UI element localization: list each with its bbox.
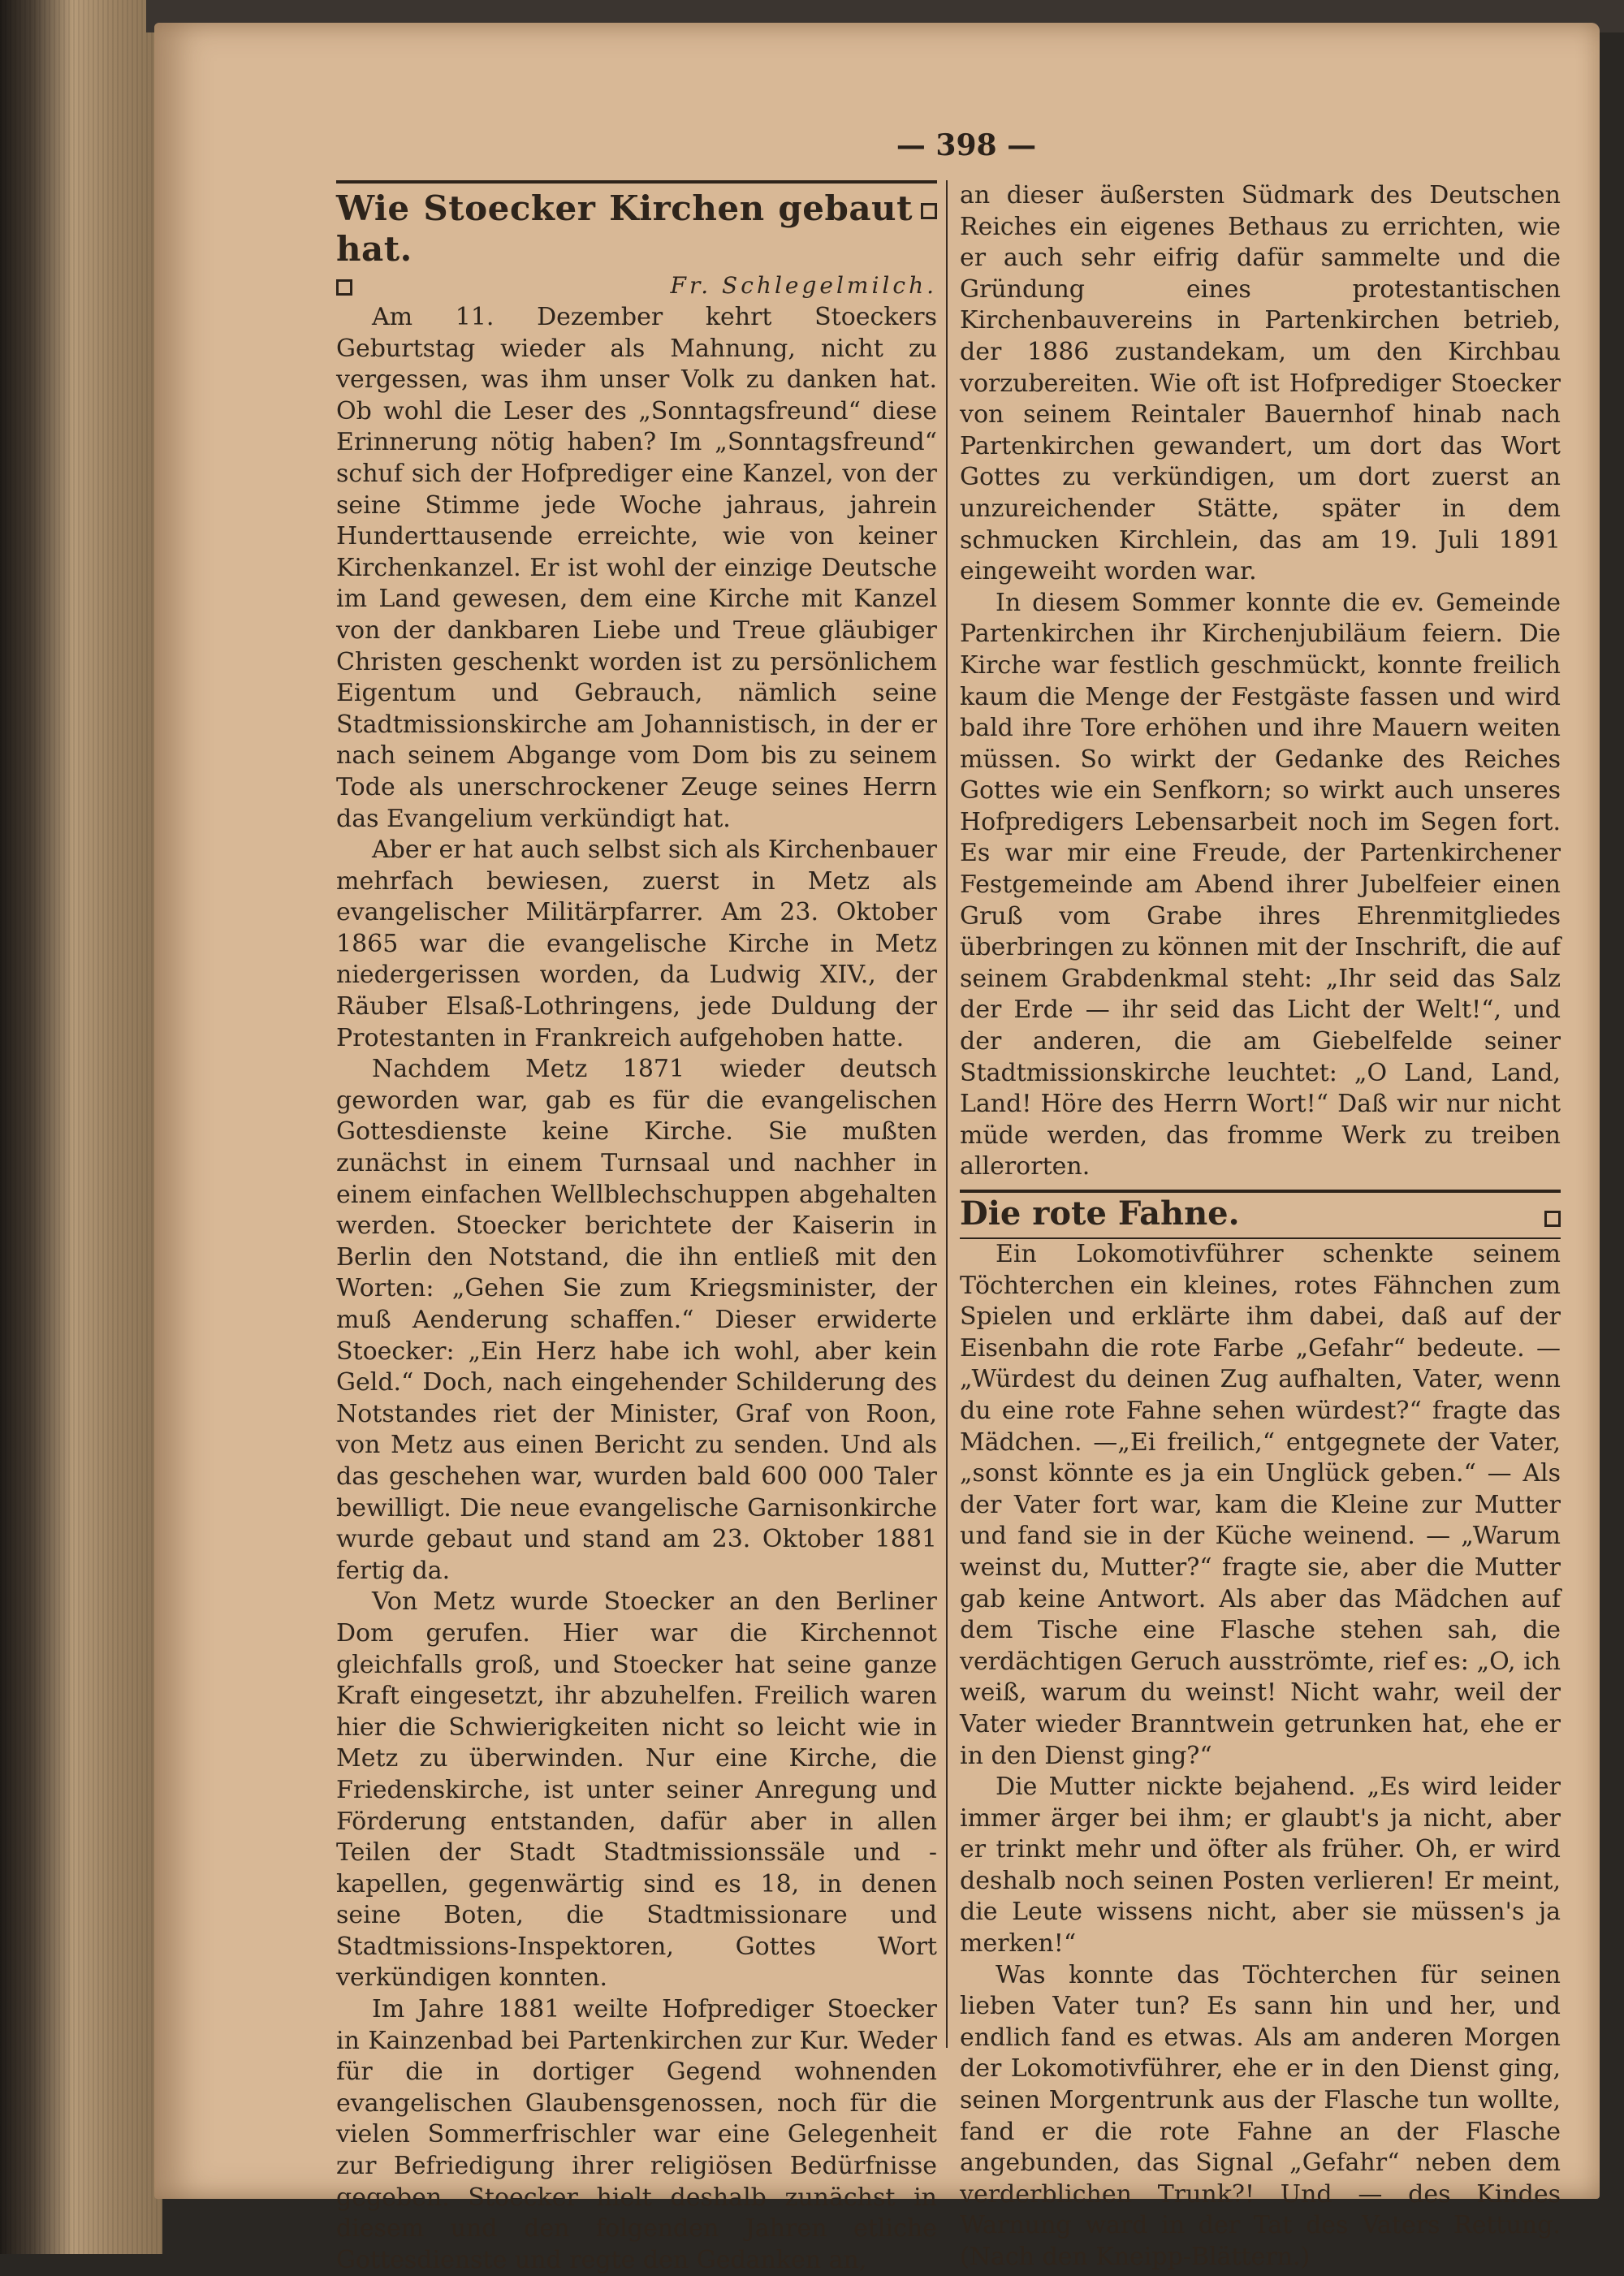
- byline-row: [336, 270, 937, 302]
- article-title: [336, 188, 937, 270]
- paragraph: Ein Lokomotivführer schenkte seinem Töchterchen ein kleines, rotes Fähnchen zum Spielen und erklärte ihm dabei, daß auf der Eisenbahn die rote Farbe „Gefahr“ bedeute. — „Würdest du deinen Zug aufhalten, Vater, wenn du eine rote Fahne sehen würdest?“ fragte das Mädchen. —„Ei freilich,“ entgegnete der Vater, „sonst könnte es ja ein Unglück geben.“ — Als der Vater fort war, kam die Kleine zur Mutter und fand sie in der Küche weinend. — „Warum weinst du, Mutter?“ fragte sie, aber die Mutter gab keine Antwort. Als aber das Mädchen auf dem Tische eine Flasche stehen sah, die verdächtigen Geruch ausströmte, rief es: „O, ich weiß, warum du weinst! Nicht wahr, weil der Vater wieder Branntwein getrunken hat, ehe er in den Dienst ging?“: [960, 1240, 1561, 1770]
- right-column: [960, 180, 1561, 2274]
- paragraph: Was konnte das Töchterchen für seinen lieben Vater tun? Es sann hin und her, und endlich fand es etwas. Als am anderen Morgen der Lokomotivführer, ehe er in den Dienst ging, seinen Morgentrunk aus der Flasche tun wollte, fand er die rote Fahne an der Flasche angebunden, das Signal „Gefahr“ neben dem verderblichen Trunk?! Und — des Kindes Warnung ward in der Tat des Vaters Rettung. (Nach den Kneipp-Blättern.): [960, 1960, 1561, 2271]
- article-title-text: Wie Stoecker Kirchen gebaut hat.: [336, 188, 913, 269]
- square-ornament-icon: [336, 279, 352, 296]
- top-rule: [336, 180, 937, 184]
- paragraph: Aber er hat auch selbst sich als Kirchenbauer mehrfach bewiesen, zuerst in Metz als evangelischer Militärpfarrer. Am 23. Oktober 1865 war die evangelische Kirche in Metz niedergerissen worden, da Ludwig XIV., der Räuber Elsaß-Lothringens, jede Duldung der Protestanten in Frankreich aufgehoben hatte.: [336, 836, 937, 1052]
- page-number: — 398 —: [896, 128, 1037, 162]
- article-title: [960, 1193, 1561, 1235]
- paragraph: Von Metz wurde Stoecker an den Berliner Dom gerufen. Hier war die Kirchennot gleichfalls groß, und Stoecker hat seine ganze Kraft eingesetzt, ihr abzuhelfen. Freilich waren hier die Schwierigkeiten nicht so leicht wie in Metz zu überwinden. Nur eine Kirche, die Friedenskirche, ist unter seiner Anregung und Förderung entstanden, dafür aber in allen Teilen der Stadt Stadtmissionssäle und -kapellen, gegenwärtig sind es 18, in denen seine Boten, die Stadtmissionare und Stadtmissions-Inspektoren, Gottes Wort verkündigen konnten.: [336, 1587, 937, 1993]
- column-divider: [946, 180, 948, 2048]
- paragraph: an dieser äußersten Südmark des Deutschen Reiches ein eigenes Bethaus zu errichten, wie er auch sehr eifrig dafür sammelte und die Gründung eines protestantischen Kirchenbauvereins in Partenkirchen betrieb, der 1886 zustandekam, um den Kirchbau vorzubereiten. Wie oft ist Hofprediger Stoecker von seinem Reintaler Bauernhof hinab nach Partenkirchen gewandert, um dort das Wort Gottes zu verkündigen, um dort zuerst an unzureichender Stätte, später in dem schmucken Kirchlein, das am 19. Juli 1891 eingeweiht worden war.: [960, 181, 1561, 586]
- author-byline: Fr. Schlegelmilch.: [670, 272, 937, 299]
- paragraph: Die Mutter nickte bejahend. „Es wird leider immer ärger bei ihm; er glaubt's ja nicht, aber er trinkt mehr und öfter als früher. Oh, er wird deshalb noch seinen Posten verlieren! Er meint, die Leute wissens nicht, aber sie müssen's ja merken!“: [960, 1773, 1561, 1959]
- square-ornament-icon: [921, 203, 937, 219]
- paragraph: In diesem Sommer konnte die ev. Gemeinde Partenkirchen ihr Kirchenjubiläum feiern. Die Kirche war festlich geschmückt, konnte freilich kaum die Menge der Festgäste fassen und wird bald ihre Tore erhöhen und ihre Mauern weiten müssen. So wirkt der Gedanke des Reiches Gottes wie ein Senfkorn; so wirkt auch unseres Hofpredigers Lebensarbeit noch im Segen fort. Es war mir eine Freude, der Partenkirchener Festgemeinde am Abend ihrer Jubelfeier einen Gruß vom Grabe ihres Ehrenmitgliedes überbringen zu können mit der Inschrift, die auf seinem Grabdenkmal steht: „Ihr seid das Salz der Erde — ihr seid das Licht der Welt!“, und der anderen, die am Giebelfelde seiner Stadtmissionskirche leuchtet: „O Land, Land, Land! Höre des Herrn Wort!“ Daß wir nur nicht müde werden, das fromme Werk zu treiben allerorten.: [960, 588, 1561, 1181]
- paragraph: Nachdem Metz 1871 wieder deutsch geworden war, gab es für die evangelischen Gottesdienste keine Kirche. Sie mußten zunächst in einem Turnsaal und nachher in einem einfachen Wellblechschuppen abgehalten werden. Stoecker berichtete der Kaiserin in Berlin den Notstand, die ihn entließ mit den Worten: „Gehen Sie zum Kriegsminister, der muß Aenderung schaffen.“ Dieser erwiderte Stoecker: „Ein Herz habe ich wohl, aber kein Geld.“ Doch, nach eingehender Schilderung des Notstandes riet der Minister, Graf von Roon, von Metz aus einen Bericht zu senden. Und als das geschehen war, wurden bald 600 000 Taler bewilligt. Die neue evangelische Garnisonkirche wurde gebaut und stand am 23. Oktober 1881 fertig da.: [336, 1055, 937, 1585]
- paragraph: Im Jahre 1881 weilte Hofprediger Stoecker in Kainzenbad bei Partenkirchen zur Kur. Weder für die in dortiger Gegend wohnenden evangelischen Glaubensgenossen, noch für die vielen Sommerfrischler war eine Gelegenheit zur Befriedigung ihrer religiösen Bedürfnisse gegeben. Stoecker hielt deshalb zunächst in diesem und den folgenden Jahren etliche Gottesdienste und regte den Gedanken an,: [336, 1995, 937, 2274]
- article-title-text: Die rote Fahne.: [960, 1194, 1240, 1233]
- second-article-header: [960, 1190, 1561, 1239]
- book-edge: [0, 0, 162, 2254]
- square-ornament-icon: [1544, 1211, 1561, 1227]
- left-column: [336, 180, 937, 2276]
- paragraph: Am 11. Dezember kehrt Stoeckers Geburtstag wieder als Mahnung, nicht zu vergessen, was ihm unser Volk zu danken hat. Ob wohl die Leser des „Sonntagsfreund“ diese Erinnerung nötig haben? Im „Sonntagsfreund“ schuf sich der Hofprediger eine Kanzel, von der seine Stimme jede Woche jahraus, jahrein Hunderttausende erreichte, wie von keiner Kirchenkanzel. Er ist wohl der einzige Deutsche im Land gewesen, dem eine Kirche mit Kanzel von der dankbaren Liebe und Treue gläubiger Christen geschenkt worden ist zu persönlichem Eigentum und Gebrauch, nämlich seine Stadtmissionskirche am Johannistisch, in der er nach seinem Abgange vom Dom bis zu seinem Tode als unerschrockener Zeuge seines Herrn das Evangelium verkündigt hat.: [336, 303, 937, 833]
